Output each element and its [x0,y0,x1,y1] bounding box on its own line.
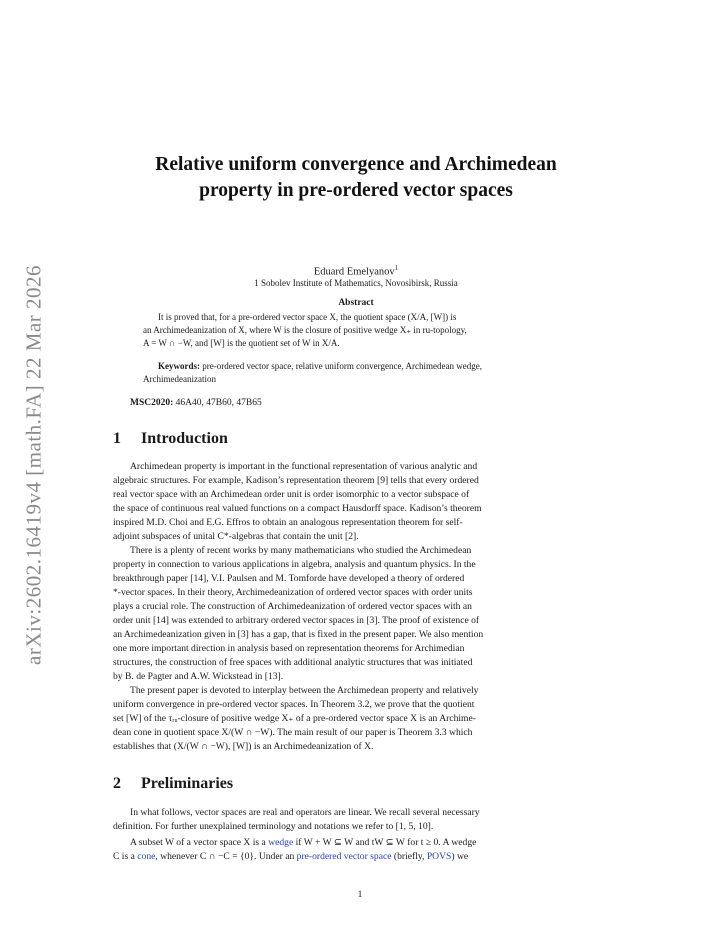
section-number: 2 [113,775,121,792]
prelim-text: if W + W ⊆ W and tW ⊆ W for t ≥ 0. A wedge [293,837,477,848]
author [100,264,612,278]
prelim-line: In what follows, vector spaces are real and operators are linear. We recall several necessary [130,807,480,818]
intro-line: establishes that (X/(W ∩ −W), [W]) is an Archimedeanization of X. [113,741,374,752]
abstract-heading: Abstract [338,298,374,308]
msc-classification [130,398,262,408]
intro-line: adjoint subspaces of unital C*-algebras that contain the unit [2]. [113,531,359,542]
link-pre-ordered-vector-space[interactable]: pre-ordered vector space [296,851,392,862]
intro-line: one more important direction in analysis based on representation theorems for Archimedian [113,643,465,654]
author-marker: 1 [394,264,399,272]
prelim-text: C is a [113,851,138,862]
link-cone[interactable]: cone [137,851,156,862]
abstract-line-3: A = W ∩ −W, and [W] is the quotient set of W in X/A. [143,338,340,348]
title-line-1: Relative uniform convergence and Archimedean [155,154,557,175]
intro-line: Archimedean property is important in the functional representation of various analytic and [130,461,478,472]
arxiv-identifier-text: arXiv:2602.16419v4 [math.FA] 22 Mar 2026 [21,265,46,665]
intro-line: There is a plenty of recent works by many mathematicians who studied the Archimedean [130,545,472,556]
intro-line: set [W] of the τᵣᵤ-closure of positive wedge X₊ of a pre-ordered vector space X is an Archime- [113,713,476,724]
intro-line: order unit [14] was extended to arbitrary ordered vector spaces in [3]. The proof of existence of [113,615,480,626]
intro-line: real vector space with an Archimedean order unit is order isomorphic to a vector subspace of [113,489,470,500]
intro-line: The present paper is devoted to interplay between the Archimedean property and relatively [130,685,479,696]
prelim-text: A subset W of a vector space X is a [130,837,269,848]
intro-line: *-vector spaces. In their theory, Archimedeanization of ordered vector spaces with order units [113,587,473,598]
msc-label: MSC2020: [130,398,174,408]
page-number: 1 [357,890,363,900]
intro-line: inspired M.D. Choi and E.G. Effros to obtain an analogous representation theorem for self- [113,517,463,528]
section-number: 1 [113,430,121,447]
affiliation: 1 Sobolev Institute of Mathematics, Novosibirsk, Russia [254,278,458,288]
prelim-line [130,837,476,848]
author-name: Eduard Emelyanov [313,266,395,278]
intro-line: uniform convergence in pre-ordered vector spaces. In Theorem 3.2, we prove that the quotient [113,699,475,710]
abstract-line-2: an Archimedeanization of X, where W is the closure of positive wedge X₊ in ru-topology, [143,325,467,335]
abstract-line-1: It is proved that, for a pre-ordered vector space X, the quotient space (X/A, [W]) is [158,312,457,322]
link-povs[interactable]: POVS [426,851,452,862]
intro-line: algebraic structures. For example, Kadison’s representation theorem [9] tells that every ordered [113,475,479,486]
msc-value: 46A40, 47B60, 47B65 [175,398,262,408]
intro-line: by B. de Pagter and A.W. Wickstead in [13]. [113,671,284,682]
intro-line: structures, the construction of free spaces with additional analytic structures that was initiated [113,657,473,668]
arxiv-identifier-stamp [14,245,54,685]
intro-line: the space of continuous real valued functions on a compact Hausdorff space. Kadison’s theorem [113,503,482,514]
paper-title [100,152,612,204]
section-heading-introduction [113,430,228,448]
link-wedge[interactable]: wedge [268,837,294,848]
prelim-text: , whenever C ∩ −C = {0}. Under an [155,851,297,862]
intro-line: dean cone in quotient space X/(W ∩ −W). The main result of our paper is Theorem 3.3 which [113,727,473,738]
prelim-line [113,851,468,862]
title-line-2: property in pre-ordered vector spaces [199,180,513,201]
keywords-label: Keywords: [158,361,200,371]
prelim-text: (briefly, [391,851,427,862]
prelim-text: ) we [451,851,469,862]
intro-line: an Archimedeanization given in [3] has a gap, that is fixed in the present paper. We also mention [113,629,484,640]
keywords-line-2: Archimedeanization [143,374,216,384]
intro-line: breakthrough paper [14], V.I. Paulsen and M. Tomforde have developed a theory of ordered [113,573,465,584]
intro-line: property in connection to various applications in algebra, analysis and quantum physics. In the [113,559,476,570]
intro-line: plays a crucial role. The construction of Archimedeanization of ordered vector spaces with an [113,601,472,612]
section-title: Introduction [141,430,228,447]
prelim-line: definition. For further unexplained terminology and notations we refer to [1, 5, 10]. [113,821,434,832]
keywords-text: pre-ordered vector space, relative uniform convergence, Archimedean wedge, [202,361,482,371]
section-heading-preliminaries [113,775,233,793]
section-title: Preliminaries [141,775,234,792]
keywords-line-1 [158,361,482,371]
